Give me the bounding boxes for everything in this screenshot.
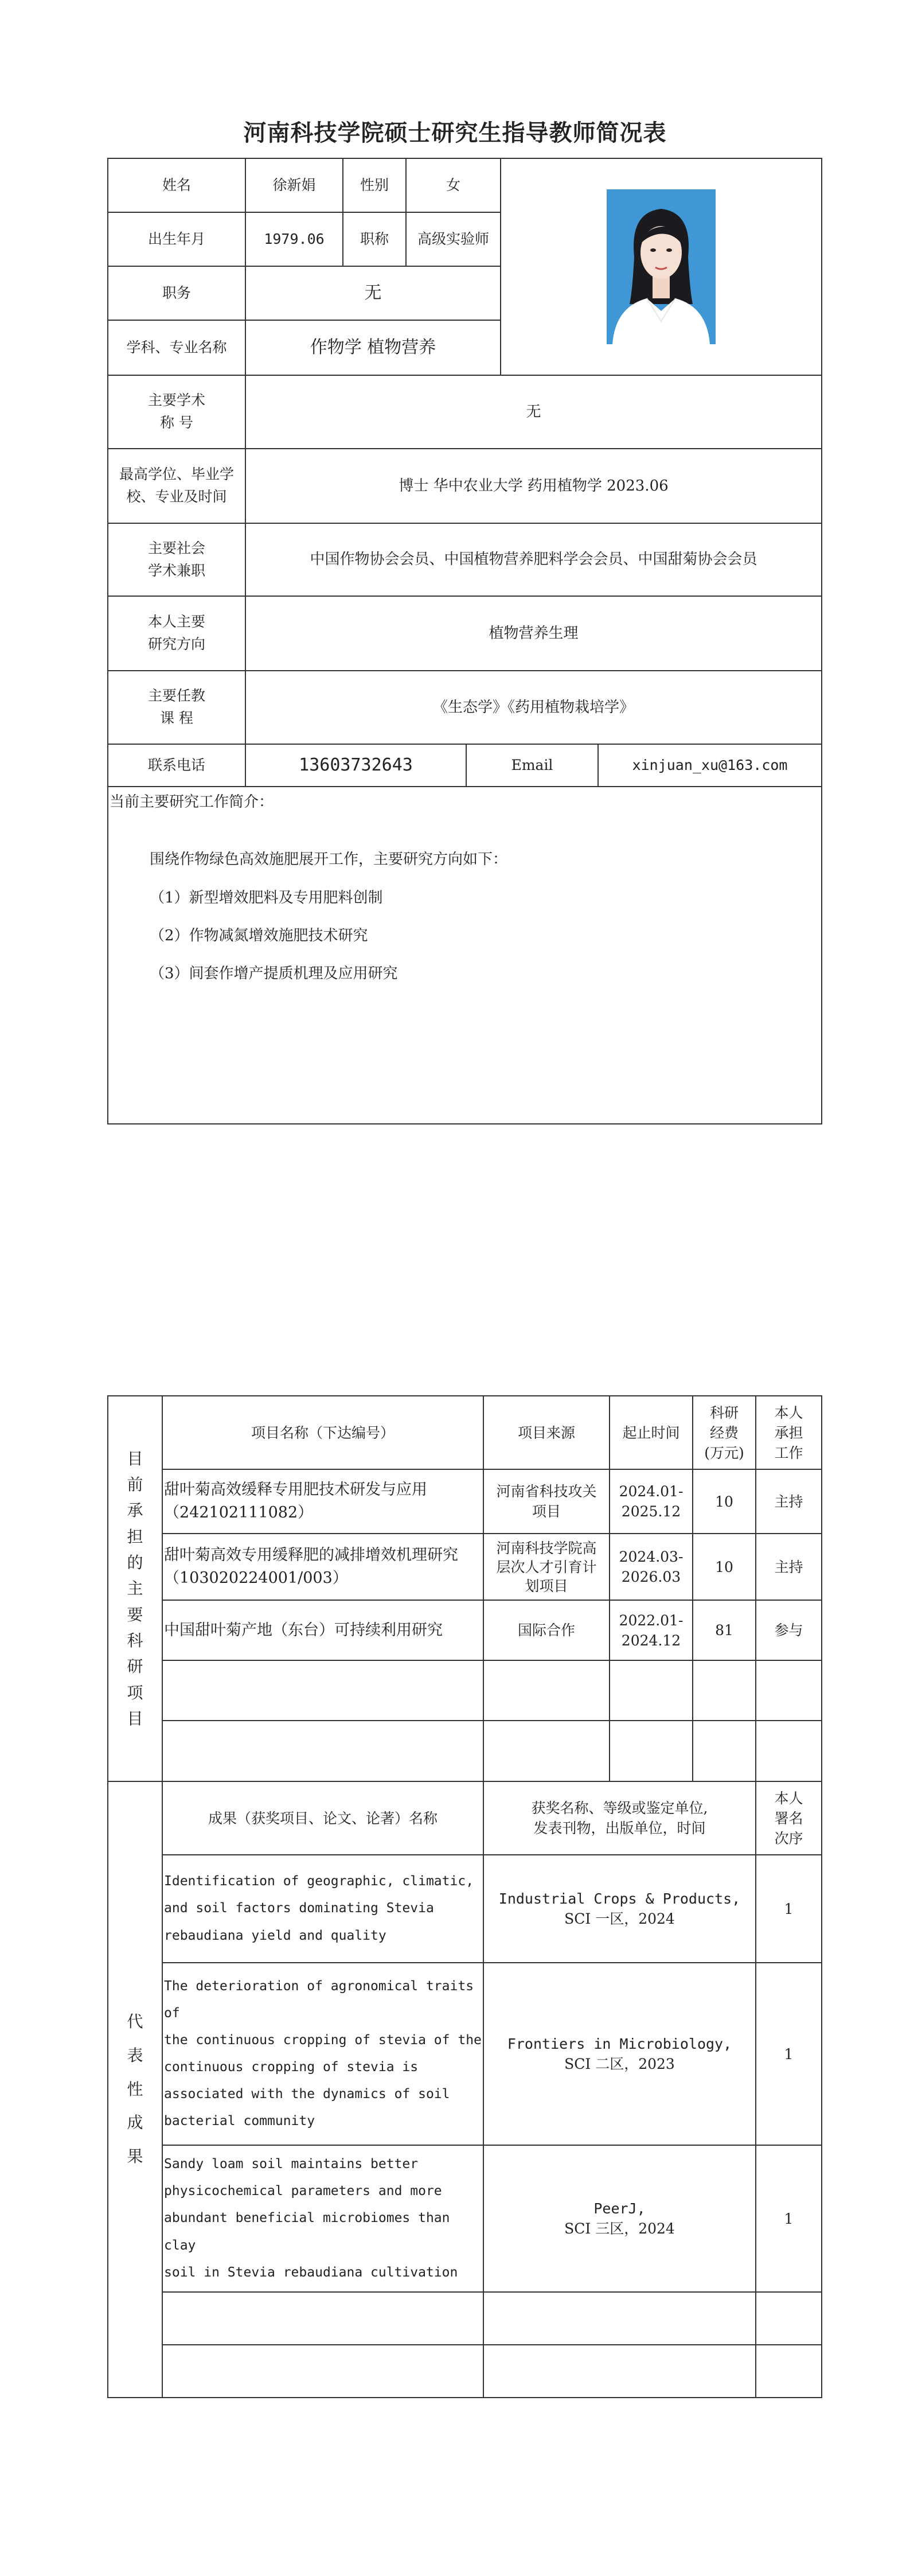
courses-value: 《生态学》《药用植物栽培学》 <box>245 671 822 744</box>
achievement-order: 1 <box>756 2145 822 2292</box>
achievement-order: 1 <box>756 1963 822 2145</box>
applicant-photo <box>607 189 716 344</box>
birth-value: 1979.06 <box>245 212 343 266</box>
position-value: 无 <box>245 266 501 320</box>
major-value: 作物学 植物营养 <box>245 320 501 375</box>
research-label: 本人主要 研究方向 <box>108 596 245 671</box>
project-role: 参与 <box>756 1600 822 1660</box>
achievement-order-header: 本人 署名 次序 <box>756 1781 822 1855</box>
degree-label: 最高学位、毕业学 校、专业及时间 <box>108 449 245 523</box>
achievement-order: 1 <box>756 1855 822 1963</box>
project-source: 河南省科技攻关 项目 <box>483 1469 610 1534</box>
form-title: 河南科技学院硕士研究生指导教师简况表 <box>243 120 667 146</box>
achievement-name: Identification of geographic, climatic, and soil factors dominating Stevia rebaudiana yield and quality <box>162 1855 483 1963</box>
project-funds: 81 <box>693 1600 756 1660</box>
table-row <box>108 2292 822 2345</box>
table-row <box>108 1534 822 1600</box>
table-row <box>108 2345 822 2398</box>
project-funds: 10 <box>693 1469 756 1534</box>
degree-value: 博士 华中农业大学 药用植物学 2023.06 <box>245 449 822 523</box>
intro-heading: 当前主要研究工作简介： <box>110 793 274 811</box>
project-period: 2024.03- 2026.03 <box>610 1534 693 1600</box>
phone-value: 13603732643 <box>245 744 466 787</box>
courses-label: 主要任教 课 程 <box>108 671 245 744</box>
table-row <box>108 1855 822 1963</box>
projects-achievements-table <box>107 1395 822 2398</box>
phone-label: 联系电话 <box>108 744 245 787</box>
academic-title-label: 主要学术 称 号 <box>108 375 245 449</box>
project-period: 2022.01- 2024.12 <box>610 1600 693 1660</box>
research-value: 植物营养生理 <box>245 596 822 671</box>
project-source-header: 项目来源 <box>483 1396 610 1469</box>
title-label: 职称 <box>343 212 406 266</box>
gender-label: 性别 <box>343 158 406 212</box>
achievement-venue: Frontiers in Microbiology, SCI 二区，2023 <box>483 1963 756 2145</box>
project-name-header: 项目名称（下达编号） <box>162 1396 483 1469</box>
project-funds: 10 <box>693 1534 756 1600</box>
achievement-name: The deterioration of agronomical traits of the continuous cropping of stevia of the continuous cropping of stevia is associated with the dynamics of soil bacterial community <box>162 1963 483 2145</box>
project-name: 甜叶菊高效专用缓释肥的减排增效机理研究 （103020224001/003） <box>162 1534 483 1600</box>
intro-lead: 围绕作物绿色高效施肥展开工作，主要研究方向如下： <box>150 851 508 869</box>
gender-value: 女 <box>406 158 501 212</box>
major-label: 学科、专业名称 <box>108 320 245 375</box>
name-value: 徐新娟 <box>245 158 343 212</box>
social-value: 中国作物协会会员、中国植物营养肥料学会会员、中国甜菊协会会员 <box>245 523 822 596</box>
table-row <box>108 2145 822 2292</box>
achievement-name-header: 成果（获奖项目、论文、论著）名称 <box>162 1781 483 1855</box>
achievement-venue: Industrial Crops & Products, SCI 一区，2024 <box>483 1855 756 1963</box>
table-row <box>108 1963 822 2145</box>
academic-title-value: 无 <box>245 375 822 449</box>
intro-item: （1）新型增效肥料及专用肥料创制 <box>150 889 383 906</box>
table-row <box>108 1721 822 1781</box>
table-row <box>108 1660 822 1721</box>
project-name: 甜叶菊高效缓释专用肥技术研发与应用 （242102111082） <box>162 1469 483 1534</box>
projects-section-label: 目 前 承 担 的 主 要 科 研 项 目 <box>108 1396 162 1781</box>
achievement-name: Sandy loam soil maintains better physicochemical parameters and more abundant beneficial microbiomes than clay soil in Stevia rebaudiana cultivation <box>162 2145 483 2292</box>
project-name: 中国甜叶菊产地（东台）可持续利用研究 <box>162 1600 483 1660</box>
email-value: xinjuan_xu@163.com <box>598 744 822 787</box>
achievement-venue: PeerJ, SCI 三区，2024 <box>483 2145 756 2292</box>
project-source: 国际合作 <box>483 1600 610 1660</box>
achievement-venue-header: 获奖名称、等级或鉴定单位, 发表刊物，出版单位，时间 <box>483 1781 756 1855</box>
project-funds-header: 科研 经费 (万元) <box>693 1396 756 1469</box>
intro-item: （2）作物减氮增效施肥技术研究 <box>150 927 368 944</box>
social-label: 主要社会 学术兼职 <box>108 523 245 596</box>
table-row <box>108 1600 822 1660</box>
project-role: 主持 <box>756 1469 822 1534</box>
name-label: 姓名 <box>108 158 245 212</box>
table-row <box>108 1469 822 1534</box>
birth-label: 出生年月 <box>108 212 245 266</box>
project-source: 河南科技学院高 层次人才引育计 划项目 <box>483 1534 610 1600</box>
position-label: 职务 <box>108 266 245 320</box>
profile-table <box>107 158 822 1124</box>
project-period: 2024.01- 2025.12 <box>610 1469 693 1534</box>
email-label: Email <box>466 744 598 787</box>
project-role: 主持 <box>756 1534 822 1600</box>
research-intro <box>108 787 822 1124</box>
photo-cell <box>501 158 822 375</box>
project-period-header: 起止时间 <box>610 1396 693 1469</box>
achievements-section-label: 代 表 性 成 果 <box>108 1781 162 2398</box>
title-value: 高级实验师 <box>406 212 501 266</box>
intro-item: （3）间套作增产提质机理及应用研究 <box>150 965 398 983</box>
project-role-header: 本人 承担 工作 <box>756 1396 822 1469</box>
